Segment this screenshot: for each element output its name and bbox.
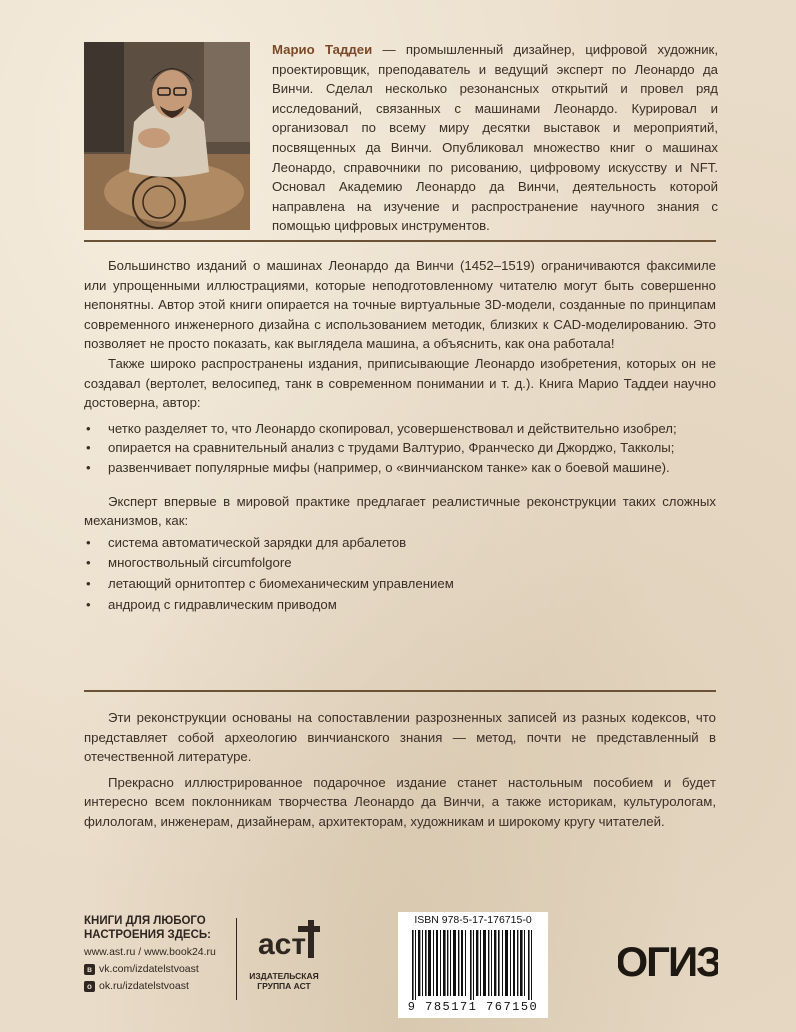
paragraph-reconstructions: Эти реконструкции основаны на сопоставлении разрозненных записей из разных кодексов, что представляет собой археологию винчианского знания — метод, почти не представленный в отечественной литературе. bbox=[84, 710, 716, 765]
publisher-caption-1: ИЗДАТЕЛЬСКАЯ bbox=[249, 971, 319, 981]
isbn-text: ISBN 978-5-17-176715-0 bbox=[414, 914, 532, 926]
footer-divider bbox=[236, 918, 237, 1000]
ok-icon: о bbox=[84, 981, 95, 992]
list-item: • система автоматической зарядки для арбалетов bbox=[84, 533, 716, 553]
imprint-logo bbox=[618, 932, 718, 988]
vk-link[interactable]: vk.com/izdatelstvoast bbox=[99, 963, 199, 975]
description-section bbox=[84, 256, 716, 615]
list-item: • четко разделяет то, что Леонардо скопировал, усовершенствовал и действительно изобрел; bbox=[84, 419, 716, 439]
vk-icon: в bbox=[84, 964, 95, 975]
paragraph-misattribution: Также широко распространены издания, приписывающие Леонардо изобретения, которых он не создавал (вертолет, велосипед, танк в современном понимании и т. д.). Книга Марио Таддеи научно достоверна, автор: bbox=[84, 355, 716, 411]
list-item: • развенчивает популярные мифы (например, о «винчианском танке» как о боевой машине). bbox=[84, 458, 716, 478]
barcode-digits: 9 785171 767150 bbox=[407, 1000, 539, 1014]
footer-links bbox=[84, 914, 234, 995]
list-item: • летающий орнитоптер с биомеханическим управлением bbox=[84, 574, 716, 594]
isbn-barcode bbox=[398, 912, 548, 1018]
ok-link[interactable]: ok.ru/izdatelstvoast bbox=[99, 980, 189, 992]
imprint-logo-text: ОГИЗ bbox=[618, 938, 718, 985]
publisher-logo-text: аст bbox=[258, 928, 307, 961]
closing-section bbox=[84, 708, 716, 832]
divider-middle bbox=[84, 690, 716, 692]
paragraph-intro: Большинство изданий о машинах Леонардо да Винчи (1452–1519) ограничиваются факсимиле или упрощенными иллюстрациями, которые неподготовленному читателю могут быть совершенно непонятны. Автор этой книги опирается на точные виртуальные 3D-модели, созданные по принципам современного инженерного дизайна с использованием методик, близких к CAD-моделированию. Это позволяет не просто показать, как выглядела машина, а объяснить, как она работала! bbox=[84, 258, 716, 352]
footer-headline-2: НАСТРОЕНИЯ ЗДЕСЬ: bbox=[84, 929, 211, 941]
mechanisms-list bbox=[84, 533, 716, 614]
author-claims-list bbox=[84, 419, 716, 478]
publisher-logo bbox=[244, 918, 324, 991]
author-name: Марио Таддеи bbox=[272, 42, 373, 57]
footer-headline-1: КНИГИ ДЛЯ ЛЮБОГО bbox=[84, 915, 206, 927]
list-item: • андроид с гидравлическим приводом bbox=[84, 595, 716, 615]
ast-logo-mark bbox=[244, 918, 324, 966]
paragraph-expert: Эксперт впервые в мировой практике предлагает реалистичные реконструкции таких сложных механизмов, как: bbox=[84, 493, 716, 529]
author-bio bbox=[272, 40, 718, 236]
publisher-caption-2: ГРУППА АСТ bbox=[257, 981, 311, 991]
paragraph-audience: Прекрасно иллюстрированное подарочное издание станет настольным пособием и будет интересно всем поклонникам творчества Леонардо да Винчи, а также историкам, культурологам, филологам, инженерам, дизайнерам, архитекторам, художникам и широкому кругу читателей. bbox=[84, 774, 716, 829]
list-item: • опирается на сравнительный анализ с трудами Валтурио, Франческо ди Джорджо, Такколы; bbox=[84, 438, 716, 458]
website-link[interactable]: www.ast.ru / www.book24.ru bbox=[84, 946, 216, 958]
author-bio-text: — промышленный дизайнер, цифровой художник, проектировщик, преподаватель и ведущий эксперт по Леонардо да Винчи. Сделал несколько резонансных открытий и провел ряд исследований, связанных с машинами Леонардо. Курировал и организовал по всему миру десятки выставок и мероприятий, посвященных да Винчи. Опубликовал множество книг о машинах Леонардо, справочники по рисованию, цифровому искусству и NFT. Основал Академию Леонардо да Винчи, деятельность которой направлена на изучение и распространение научного знания с помощью цифровых инструментов. bbox=[272, 42, 718, 234]
divider-top bbox=[84, 240, 716, 242]
author-photo bbox=[84, 42, 250, 230]
list-item: • многоствольный circumfolgore bbox=[84, 553, 716, 573]
